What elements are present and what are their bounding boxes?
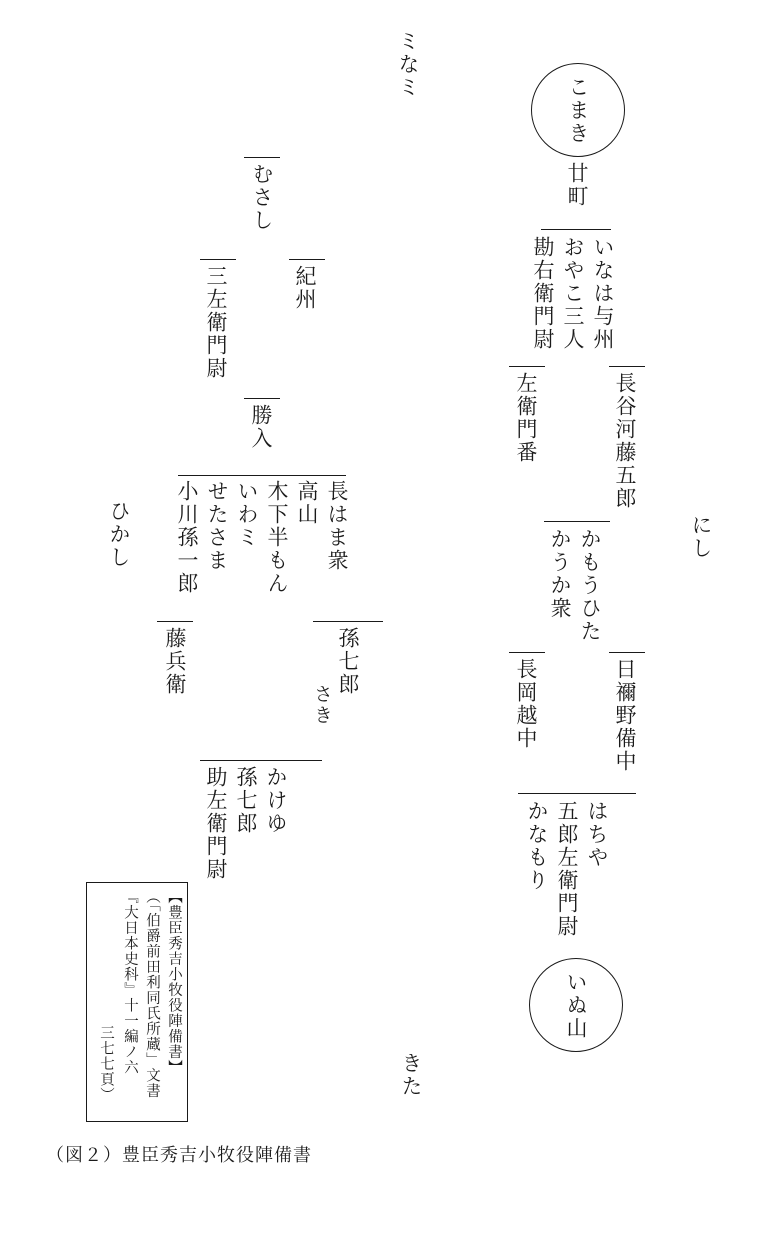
source-note-box <box>86 882 188 1122</box>
nijuucho-entry: 廿町 <box>565 162 589 208</box>
inaha-entry: いなは与州 おやこ三人 勘右衛門尉 <box>531 236 615 351</box>
sanzaemon-entry: 三左衛門尉 <box>204 265 228 380</box>
musashi-divider <box>244 157 280 158</box>
tohyoe-entry: 藤兵衛 <box>163 627 187 696</box>
shonyu-divider <box>244 398 280 399</box>
kakeyu-entry: かけゆ 孫七郎 助左衛門尉 <box>204 766 288 881</box>
hineno-divider <box>609 652 645 653</box>
kakeyu-divider <box>200 760 322 761</box>
inaha-divider <box>541 229 611 230</box>
source-note-title: 【豊臣秀吉小牧役陣備書】 <box>166 889 182 1075</box>
komaki-circle <box>531 63 625 157</box>
magoshichiro-entry: 孫七郎 <box>336 627 360 696</box>
saemonban-divider <box>509 366 545 367</box>
nagahama-divider <box>178 475 346 476</box>
sanzaemon-divider <box>200 259 236 260</box>
kishu-divider <box>289 259 325 260</box>
kishu-entry: 紀州 <box>293 265 317 311</box>
nagaoka-divider <box>509 652 545 653</box>
tohyoe-divider <box>157 621 193 622</box>
nagaoka-entry: 長岡越中 <box>514 658 538 750</box>
musashi-entry: むさし <box>250 163 274 232</box>
direction-east-label: ひかし <box>107 500 131 569</box>
magoshichiro-divider <box>313 621 383 622</box>
saemonban-entry: 左衛門番 <box>514 372 538 464</box>
source-note-line3: 『大日本史科』十一編ノ六 <box>122 889 138 1075</box>
hasegawa-entry: 長谷河藤五郎 <box>613 372 637 510</box>
direction-west-label: にし <box>689 514 713 560</box>
direction-south-label: ミなミ <box>396 30 420 99</box>
source-note-line2: （「伯爵前田利同氏所蔵」文書 <box>144 889 160 1099</box>
saki-note: さき <box>311 684 333 726</box>
hachiya-divider <box>518 793 636 794</box>
figure-caption: （図２）豊臣秀吉小牧役陣備書 <box>46 1145 312 1166</box>
hineno-entry: 日禰野備中 <box>613 658 637 773</box>
gamou-entry: かもうひた かうか衆 <box>548 528 602 643</box>
hachiya-entry: はちや 五郎左衛門尉 かなもり <box>525 800 609 938</box>
komaki-label: こまき <box>566 75 590 145</box>
inuyama-label: いぬ山 <box>564 970 588 1040</box>
nagahama-entry: 長はま衆 高山 木下半もん いわミ せたさま 小川孫一郎 <box>175 480 349 595</box>
hasegawa-divider <box>609 366 645 367</box>
gamou-divider <box>544 521 610 522</box>
source-note-line4: 三七七頁） <box>98 1025 114 1103</box>
inuyama-circle <box>529 958 623 1052</box>
direction-north-label: きた <box>399 1052 423 1098</box>
shonyu-entry: 勝入 <box>249 404 273 450</box>
